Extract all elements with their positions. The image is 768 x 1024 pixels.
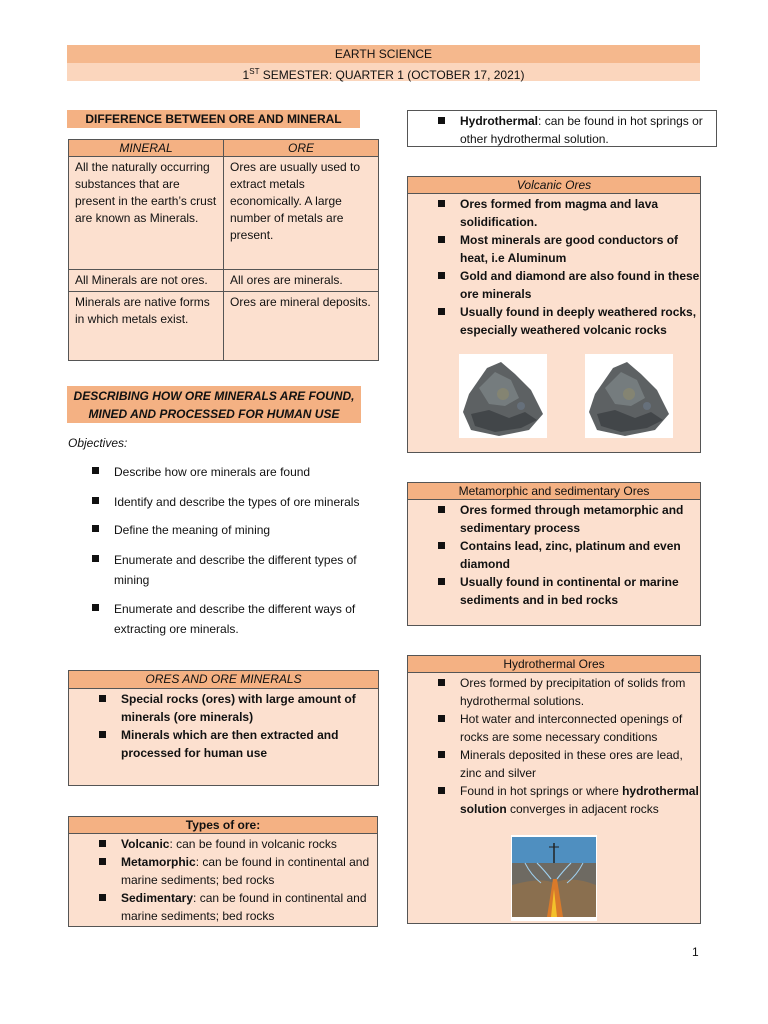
hydrothermal-heading-text: Hydrothermal Ores: [503, 657, 605, 671]
table-cell: Ores are mineral deposits.: [224, 292, 379, 361]
ore-rock-image-left: [459, 354, 547, 438]
list-item: Hot water and interconnected openings of rocks are some necessary conditions: [408, 710, 700, 746]
table-cell: All the naturally occurring substances that are present in the earth’s crust are known as Minerals.: [69, 157, 224, 270]
page-number: 1: [692, 945, 699, 959]
list-item: [69, 853, 377, 889]
list-item: [69, 889, 377, 925]
list-item: Define the meaning of mining: [62, 520, 362, 540]
list-item: Ores formed by precipitation of solids from hydrothermal solutions.: [408, 674, 700, 710]
doc-title: EARTH SCIENCE: [334, 47, 433, 61]
term: Volcanic: [121, 837, 170, 851]
list-item: [69, 835, 377, 853]
hydrothermal-diagram-image: [511, 835, 597, 921]
term: Metamorphic: [121, 855, 196, 869]
text-span: hydrothermal solution: [460, 784, 699, 816]
list-item: Usually found in deeply weathered rocks, especially weathered volcanic rocks: [408, 303, 700, 339]
ore-rock-image-right: [585, 354, 673, 438]
doc-title-band: [67, 45, 700, 63]
desc: : can be found in hot springs or other hydrothermal solution.: [460, 114, 703, 146]
describing-heading-line2: MINED AND PROCESSED FOR HUMAN USE: [88, 407, 340, 421]
list-item: Identify and describe the types of ore minerals: [62, 492, 362, 512]
difference-heading: [67, 110, 360, 128]
metamorphic-box-heading: [407, 482, 701, 500]
list-item: [69, 690, 378, 726]
volcanic-heading-text: Volcanic Ores: [516, 178, 592, 192]
list-item: Describe how ore minerals are found: [62, 462, 362, 482]
list-item: Contains lead, zinc, platinum and even diamond: [408, 537, 700, 573]
list-item: Enumerate and describe the different ways of extracting ore minerals.: [62, 599, 362, 639]
difference-table: [68, 139, 378, 361]
table-cell: All ores are minerals.: [224, 270, 379, 292]
list-item: Ores formed through metamorphic and sedimentary process: [408, 501, 700, 537]
list-item: Ores formed from magma and lava solidification.: [408, 195, 700, 231]
semester-text: SEMESTER: QUARTER 1 (OCTOBER 17, 2021): [259, 68, 525, 82]
table-cell: Minerals are native forms in which metals exist.: [69, 292, 224, 361]
types-box: [68, 833, 378, 927]
list-item: Most minerals are good conductors of heat, i.e Aluminum: [408, 231, 700, 267]
doc-subtitle-band: [67, 63, 700, 81]
text-span: converges in adjacent rocks: [506, 802, 659, 816]
ores-box: [68, 688, 379, 786]
difference-heading-text: DIFFERENCE BETWEEN ORE AND MINERAL: [85, 112, 342, 126]
col-header-mineral: MINERAL: [69, 140, 224, 157]
hydrothermal-box: [407, 672, 701, 924]
text-span: ore minerals: [177, 710, 250, 724]
objectives-label: Objectives:: [68, 436, 128, 450]
metamorphic-heading-text: Metamorphic and sedimentary Ores: [458, 484, 650, 498]
text-span: ores: [205, 692, 232, 706]
desc: : can be found in continental and marine sediments; bed rocks: [121, 855, 370, 887]
list-item: Usually found in continental or marine sediments and in bed rocks: [408, 573, 700, 609]
col-header-ore: ORE: [224, 140, 379, 157]
ores-box-heading: [68, 670, 379, 689]
volcanic-box-heading: [407, 176, 701, 194]
text-span: ) with large amount of minerals (: [121, 692, 356, 724]
describing-heading-line1: DESCRIBING HOW ORE MINERALS ARE FOUND,: [73, 389, 355, 403]
text-span: Found in hot springs or where: [460, 784, 623, 798]
semester-ordinal: 1: [242, 68, 250, 82]
table-cell: Ores are usually used to extract metals economically. A large number of metals are present.: [224, 157, 379, 270]
list-item: Minerals which are then extracted and processed for human use: [69, 726, 378, 762]
list-item: Enumerate and describe the different types of mining: [62, 550, 362, 590]
list-item: [408, 112, 716, 148]
types-box-heading: [68, 816, 378, 834]
hydrothermal-box-heading: [407, 655, 701, 673]
hydrothermal-top-box: [407, 110, 717, 147]
types-box-heading-text: Types of ore:: [185, 818, 261, 832]
objectives-list: [62, 462, 362, 639]
list-item: [408, 782, 700, 818]
describing-heading: [67, 386, 361, 423]
term: Hydrothermal: [460, 114, 539, 128]
table-cell: All Minerals are not ores.: [69, 270, 224, 292]
text-span: Special rocks (: [121, 692, 206, 706]
list-item: Minerals deposited in these ores are lead, zinc and silver: [408, 746, 700, 782]
metamorphic-box: [407, 499, 701, 626]
desc: : can be found in continental and marine sediments; bed rocks: [121, 891, 367, 923]
desc: : can be found in volcanic rocks: [169, 837, 337, 851]
semester-sup: ST: [249, 67, 260, 76]
text-span: ): [249, 710, 254, 724]
volcanic-box: [407, 193, 701, 453]
term: Sedimentary: [121, 891, 194, 905]
list-item: Gold and diamond are also found in these ore minerals: [408, 267, 700, 303]
ores-box-heading-text: ORES AND ORE MINERALS: [145, 672, 302, 686]
